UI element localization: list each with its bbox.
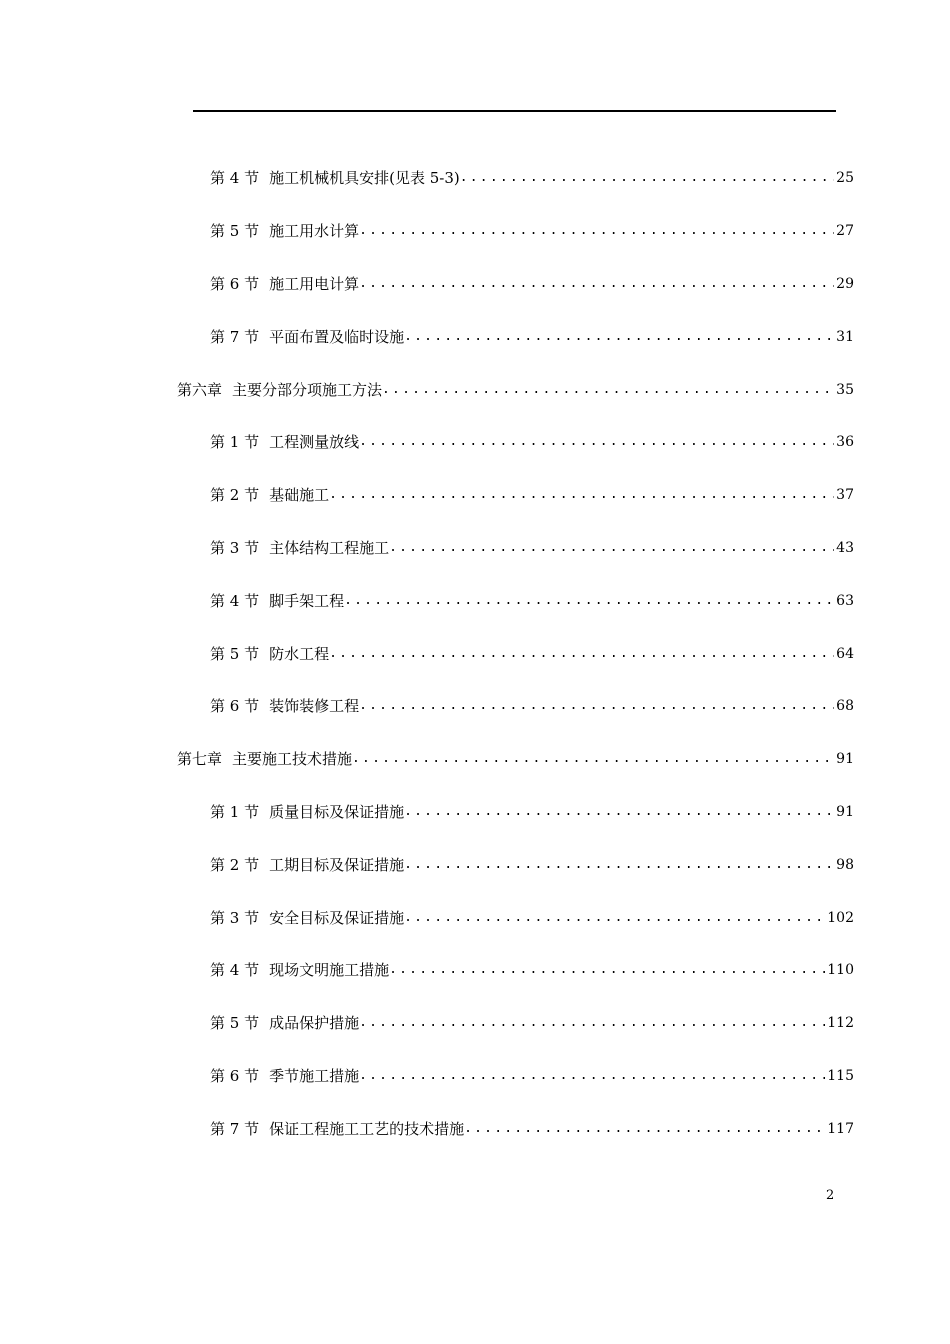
toc-entry-title: 施工机械机具安排(见表 5-3)	[269, 169, 460, 188]
toc-entry-title: 平面布置及临时设施	[269, 327, 405, 346]
toc-entry-label	[210, 221, 359, 241]
header-rule	[193, 110, 836, 112]
toc-chapter-number: 第七章	[177, 750, 223, 769]
toc-entry-page: 31	[836, 328, 854, 345]
toc-entry-page: 25	[836, 170, 854, 187]
toc-entry[interactable]	[0, 1050, 950, 1103]
dot-leader	[359, 1066, 825, 1086]
toc-entry-title: 工程测量放线	[269, 433, 360, 452]
toc-entry-title: 保证工程施工工艺的技术措施	[269, 1119, 465, 1138]
toc-entry-number: 第 2 节	[210, 855, 260, 874]
toc-chapter-entry[interactable]	[0, 733, 950, 786]
toc-entry-number: 第 5 节	[210, 1014, 260, 1033]
dot-leader	[389, 538, 834, 558]
toc-entry[interactable]	[0, 680, 950, 733]
toc-entry[interactable]	[0, 205, 950, 258]
toc-entry-label	[210, 591, 344, 611]
dot-leader	[404, 327, 834, 347]
toc-entry-label	[210, 644, 329, 664]
toc-entry-page: 43	[836, 539, 854, 556]
toc-entry-page: 35	[836, 381, 854, 398]
toc-entry[interactable]	[0, 416, 950, 469]
toc-entry-label	[210, 1119, 464, 1139]
toc-entry-page: 27	[836, 223, 854, 240]
toc-entry-number: 第 4 节	[210, 591, 260, 610]
toc-entry-title: 成品保护措施	[269, 1014, 360, 1033]
toc-entry-title: 质量目标及保证措施	[269, 802, 405, 821]
toc-chapter-entry[interactable]	[0, 363, 950, 416]
dot-leader	[329, 644, 834, 664]
toc-entry-label	[210, 802, 404, 822]
toc-entry-title: 施工用电计算	[269, 274, 360, 293]
toc-entry[interactable]	[0, 522, 950, 575]
toc-entry-title: 安全目标及保证措施	[269, 908, 405, 927]
dot-leader	[359, 696, 834, 716]
dot-leader	[359, 274, 834, 294]
toc-entry-number: 第 1 节	[210, 802, 260, 821]
toc-entry[interactable]	[0, 891, 950, 944]
dot-leader	[359, 1013, 825, 1033]
toc-entry-title: 脚手架工程	[269, 591, 345, 610]
toc-entry-number: 第 3 节	[210, 908, 260, 927]
toc-chapter-title: 主要分部分项施工方法	[232, 380, 383, 399]
toc-entry[interactable]	[0, 997, 950, 1050]
toc-entry[interactable]	[0, 574, 950, 627]
toc-entry-number: 第 5 节	[210, 222, 260, 241]
toc-entry[interactable]	[0, 258, 950, 311]
toc-entry-label	[210, 168, 460, 188]
toc-entry-page: 29	[836, 275, 854, 292]
toc-entry-title: 装饰装修工程	[269, 697, 360, 716]
toc-entry-page: 91	[836, 803, 854, 820]
toc-entry-label	[210, 274, 359, 294]
toc-entry-title: 主体结构工程施工	[269, 538, 390, 557]
table-of-contents	[0, 152, 950, 1155]
toc-entry-number: 第 6 节	[210, 1066, 260, 1085]
toc-entry[interactable]	[0, 786, 950, 839]
dot-leader	[344, 591, 834, 611]
toc-entry-label	[210, 696, 359, 716]
toc-entry-label	[210, 908, 404, 928]
dot-leader	[404, 908, 825, 928]
toc-entry-number: 第 4 节	[210, 169, 260, 188]
toc-entry-page: 110	[827, 962, 854, 979]
toc-entry-label	[210, 327, 404, 347]
toc-entry-page: 112	[827, 1015, 854, 1032]
toc-entry-title: 工期目标及保证措施	[269, 855, 405, 874]
toc-entry-title: 施工用水计算	[269, 222, 360, 241]
toc-entry-number: 第 6 节	[210, 697, 260, 716]
page-number: 2	[826, 1188, 835, 1203]
dot-leader	[464, 1119, 825, 1139]
toc-entry-page: 98	[836, 856, 854, 873]
dot-leader	[389, 960, 825, 980]
toc-entry-title: 基础施工	[269, 486, 330, 505]
toc-chapter-number: 第六章	[177, 380, 223, 399]
toc-chapter-title: 主要施工技术措施	[232, 750, 353, 769]
dot-leader	[460, 168, 834, 188]
toc-entry[interactable]	[0, 944, 950, 997]
toc-entry-label	[210, 485, 329, 505]
dot-leader	[359, 221, 834, 241]
toc-entry-number: 第 7 节	[210, 327, 260, 346]
dot-leader	[404, 802, 834, 822]
toc-entry-label	[177, 380, 382, 400]
toc-entry-number: 第 5 节	[210, 644, 260, 663]
toc-entry[interactable]	[0, 627, 950, 680]
toc-entry-page: 63	[836, 592, 854, 609]
toc-entry-number: 第 3 节	[210, 538, 260, 557]
toc-entry-page: 102	[827, 909, 854, 926]
toc-entry-label	[177, 749, 352, 769]
toc-entry-title: 季节施工措施	[269, 1066, 360, 1085]
toc-entry-page: 91	[836, 751, 854, 768]
toc-entry[interactable]	[0, 152, 950, 205]
toc-entry-number: 第 1 节	[210, 433, 260, 452]
toc-entry[interactable]	[0, 310, 950, 363]
toc-entry-page: 36	[836, 434, 854, 451]
toc-entry-number: 第 6 节	[210, 274, 260, 293]
toc-entry-label	[210, 1066, 359, 1086]
dot-leader	[352, 749, 834, 769]
toc-entry-label	[210, 1013, 359, 1033]
toc-entry[interactable]	[0, 1102, 950, 1155]
dot-leader	[329, 485, 834, 505]
toc-entry-label	[210, 538, 389, 558]
toc-entry-number: 第 7 节	[210, 1119, 260, 1138]
toc-entry[interactable]	[0, 469, 950, 522]
toc-entry-page: 115	[827, 1067, 854, 1084]
toc-entry[interactable]	[0, 838, 950, 891]
toc-entry-number: 第 2 节	[210, 486, 260, 505]
dot-leader	[404, 855, 834, 875]
toc-entry-page: 117	[827, 1120, 854, 1137]
toc-entry-page: 37	[836, 487, 854, 504]
toc-entry-page: 64	[836, 645, 854, 662]
dot-leader	[382, 380, 834, 400]
toc-entry-number: 第 4 节	[210, 961, 260, 980]
toc-entry-label	[210, 432, 359, 452]
toc-entry-title: 现场文明施工措施	[269, 961, 390, 980]
toc-entry-label	[210, 855, 404, 875]
toc-entry-label	[210, 960, 389, 980]
dot-leader	[359, 432, 834, 452]
toc-entry-page: 68	[836, 698, 854, 715]
toc-entry-title: 防水工程	[269, 644, 330, 663]
